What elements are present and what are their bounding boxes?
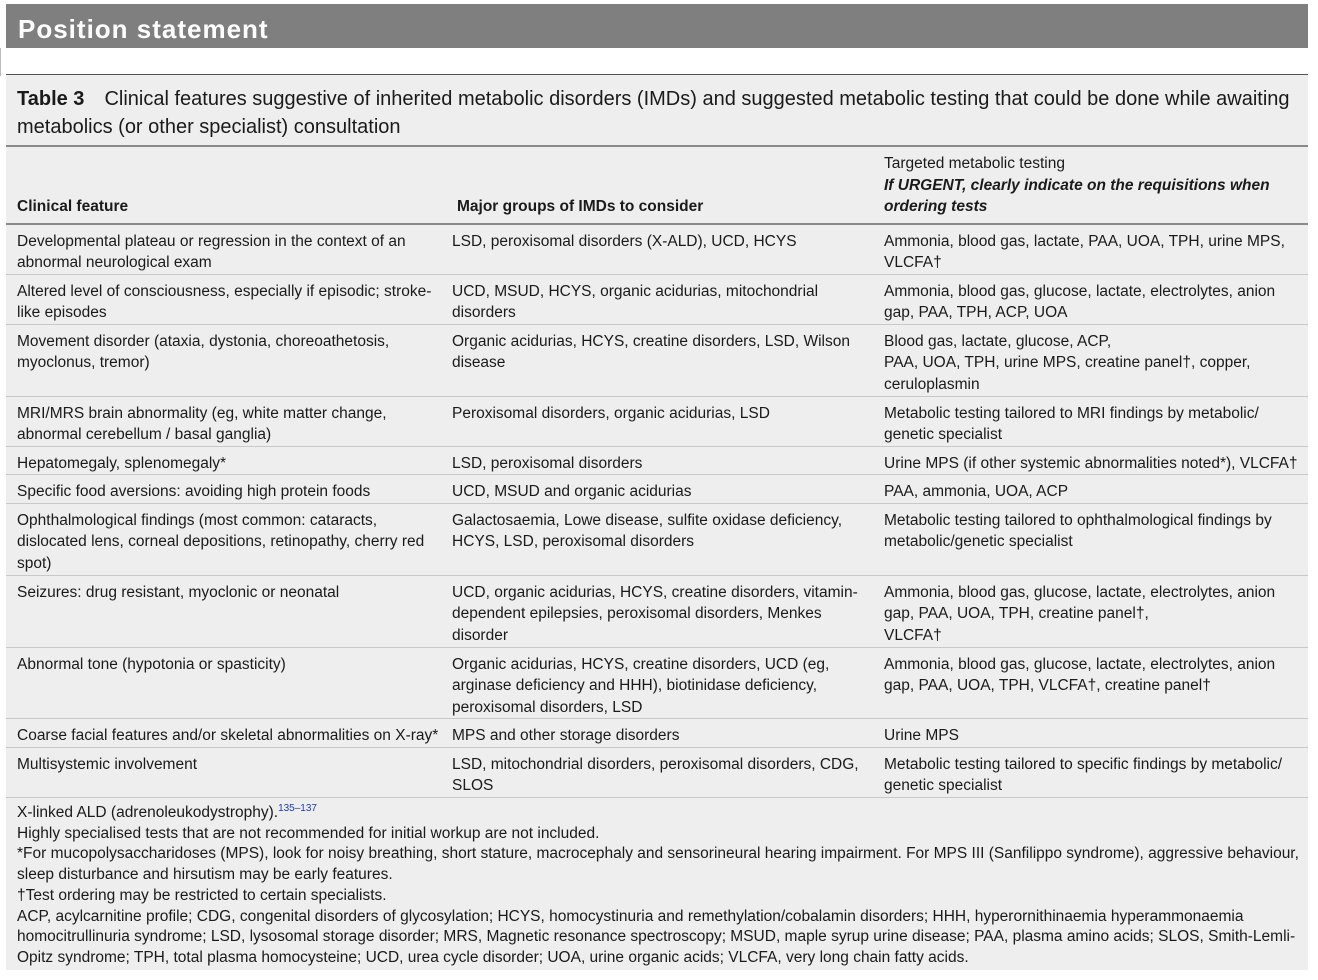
table-row bbox=[6, 575, 1308, 647]
table-row bbox=[6, 324, 1308, 396]
cell-imd-groups: UCD, MSUD, HCYS, organic acidurias, mitochondrial disorders bbox=[452, 282, 819, 321]
footnote-reference-link[interactable]: 135–137 bbox=[278, 803, 317, 814]
header-targeted-testing bbox=[878, 146, 1308, 224]
cell-imd-groups: Organic acidurias, HCYS, creatine disorders, UCD (eg, arginase deficiency and HHH), biotinidase deficiency, peroxisomal disorders, LSD bbox=[452, 655, 830, 716]
cell-clinical-feature: Altered level of consciousness, especially if episodic; stroke-like episodes bbox=[17, 282, 432, 321]
cell-clinical-feature: Ophthalmological findings (most common: cataracts, dislocated lens, corneal depositions, retinopathy, cherry red spot) bbox=[17, 511, 425, 572]
header-testing-label: Targeted metabolic testing bbox=[884, 155, 1065, 172]
table-body bbox=[6, 224, 1308, 798]
table-container bbox=[6, 74, 1308, 970]
cell-clinical-feature: Developmental plateau or regression in the context of an abnormal neurological exam bbox=[17, 232, 406, 271]
cell-targeted-testing: Metabolic testing tailored to ophthalmological findings by metabolic/genetic specialist bbox=[884, 511, 1272, 550]
cell-clinical-feature: Hepatomegaly, splenomegaly* bbox=[17, 454, 227, 472]
cell-imd-groups: LSD, mitochondrial disorders, peroxisomal disorders, CDG, SLOS bbox=[452, 755, 859, 794]
cell-clinical-feature: MRI/MRS brain abnormality (eg, white matter change, abnormal cerebellum / basal ganglia) bbox=[17, 404, 387, 443]
section-header-bar bbox=[6, 4, 1308, 48]
cell-imd-groups: LSD, peroxisomal disorders (X-ALD), UCD, HCYS bbox=[452, 232, 797, 250]
footnote-xald bbox=[17, 799, 1302, 824]
footnote-mps: *For mucopolysaccharidoses (MPS), look for noisy breathing, short stature, macrocephaly and sensorineural hearing impairment. For MPS III (Sanfilippo syndrome), aggressive behaviour, sleep disturbance and hirsutism may be early features. bbox=[17, 845, 1299, 884]
cell-targeted-testing: Metabolic testing tailored to MRI findings by metabolic/ genetic specialist bbox=[884, 404, 1259, 443]
features-table bbox=[6, 145, 1308, 798]
table-row bbox=[6, 475, 1308, 504]
cell-imd-groups: Peroxisomal disorders, organic acidurias, LSD bbox=[452, 404, 770, 422]
cell-imd-groups: LSD, peroxisomal disorders bbox=[452, 454, 643, 472]
table-row bbox=[6, 647, 1308, 719]
margin-rule bbox=[0, 48, 6, 76]
cell-imd-groups: MPS and other storage disorders bbox=[452, 727, 680, 744]
table-row bbox=[6, 503, 1308, 575]
footnote-restricted: †Test ordering may be restricted to certain specialists. bbox=[17, 886, 387, 904]
cell-clinical-feature: Seizures: drug resistant, myoclonic or neonatal bbox=[17, 583, 340, 601]
table-row bbox=[6, 396, 1308, 446]
cell-clinical-feature: Movement disorder (ataxia, dystonia, choreoathetosis, myoclonus, tremor) bbox=[17, 332, 390, 371]
header-imd-groups: Major groups of IMDs to consider bbox=[457, 198, 704, 215]
cell-targeted-testing: Ammonia, blood gas, glucose, lactate, electrolytes, anion gap, PAA, UOA, TPH, creatine panel†, VLCFA† bbox=[884, 583, 1276, 644]
table-row bbox=[6, 747, 1308, 797]
table-row bbox=[6, 719, 1308, 748]
table-row bbox=[6, 446, 1308, 475]
table-caption-text: Clinical features suggestive of inherited metabolic disorders (IMDs) and suggested metabolic testing that could be done while awaiting metabolics (or other specialist) consultation bbox=[17, 88, 1290, 138]
cell-imd-groups: Galactosaemia, Lowe disease, sulfite oxidase deficiency, HCYS, LSD, peroxisomal disorders bbox=[452, 511, 843, 550]
cell-imd-groups: UCD, MSUD and organic acidurias bbox=[452, 483, 692, 500]
cell-targeted-testing: Blood gas, lactate, glucose, ACP, PAA, UOA, TPH, urine MPS, creatine panel†, copper, ceruloplasmin bbox=[884, 332, 1251, 393]
cell-imd-groups: UCD, organic acidurias, HCYS, creatine disorders, vitamin-dependent epilepsies, peroxisomal disorders, Menkes disorder bbox=[452, 583, 858, 644]
table-header-row bbox=[6, 146, 1308, 224]
cell-clinical-feature: Multisystemic involvement bbox=[17, 755, 198, 773]
cell-targeted-testing: Ammonia, blood gas, glucose, lactate, electrolytes, anion gap, PAA, UOA, TPH, VLCFA†, creatine panel† bbox=[884, 655, 1276, 694]
cell-targeted-testing: Metabolic testing tailored to specific findings by metabolic/ genetic specialist bbox=[884, 755, 1283, 794]
cell-imd-groups: Organic acidurias, HCYS, creatine disorders, LSD, Wilson disease bbox=[452, 332, 850, 371]
table-row bbox=[6, 274, 1308, 324]
cell-clinical-feature: Coarse facial features and/or skeletal abnormalities on X-ray* bbox=[17, 727, 439, 744]
header-urgent-note: If URGENT, clearly indicate on the requisitions when ordering tests bbox=[884, 176, 1270, 215]
section-title: Position statement bbox=[18, 14, 269, 44]
table-number: Table 3 bbox=[17, 88, 85, 110]
table-footnotes bbox=[17, 799, 1302, 969]
footnote-specialised-tests: Highly specialised tests that are not recommended for initial workup are not included. bbox=[17, 824, 600, 842]
cell-targeted-testing: PAA, ammonia, UOA, ACP bbox=[884, 483, 1069, 500]
footnote-abbreviations: ACP, acylcarnitine profile; CDG, congenital disorders of glycosylation; HCYS, homocystinuria and remethylation/cobalamin disorders; HHH, hyperornithinaemia hyperammonaemia homocitrullinuria syndrome; LSD, lysosomal storage disorder; MRS, Magnetic resonance spectroscopy; MSUD, maple syrup urine disease; PAA, plasma amino acids; SLOS, Smith-Lemli-Opitz syndrome; TPH, total plasma homocysteine; UCD, urea cycle disorder; UOA, urine organic acids; VLCFA, very long chain fatty acids. bbox=[17, 907, 1296, 966]
cell-targeted-testing: Ammonia, blood gas, lactate, PAA, UOA, TPH, urine MPS, VLCFA† bbox=[884, 232, 1285, 271]
cell-clinical-feature: Abnormal tone (hypotonia or spasticity) bbox=[17, 655, 286, 673]
cell-targeted-testing: Urine MPS (if other systemic abnormalities noted*), VLCFA† bbox=[884, 454, 1298, 472]
cell-clinical-feature: Specific food aversions: avoiding high protein foods bbox=[17, 483, 371, 500]
cell-targeted-testing: Ammonia, blood gas, glucose, lactate, electrolytes, anion gap, PAA, TPH, ACP, UOA bbox=[884, 282, 1276, 321]
header-clinical-feature: Clinical feature bbox=[17, 198, 129, 215]
table-caption bbox=[6, 75, 1308, 141]
table-row bbox=[6, 224, 1308, 275]
footnote-xald-text: X-linked ALD (adrenoleukodystrophy). bbox=[17, 804, 279, 821]
cell-targeted-testing: Urine MPS bbox=[884, 727, 959, 744]
